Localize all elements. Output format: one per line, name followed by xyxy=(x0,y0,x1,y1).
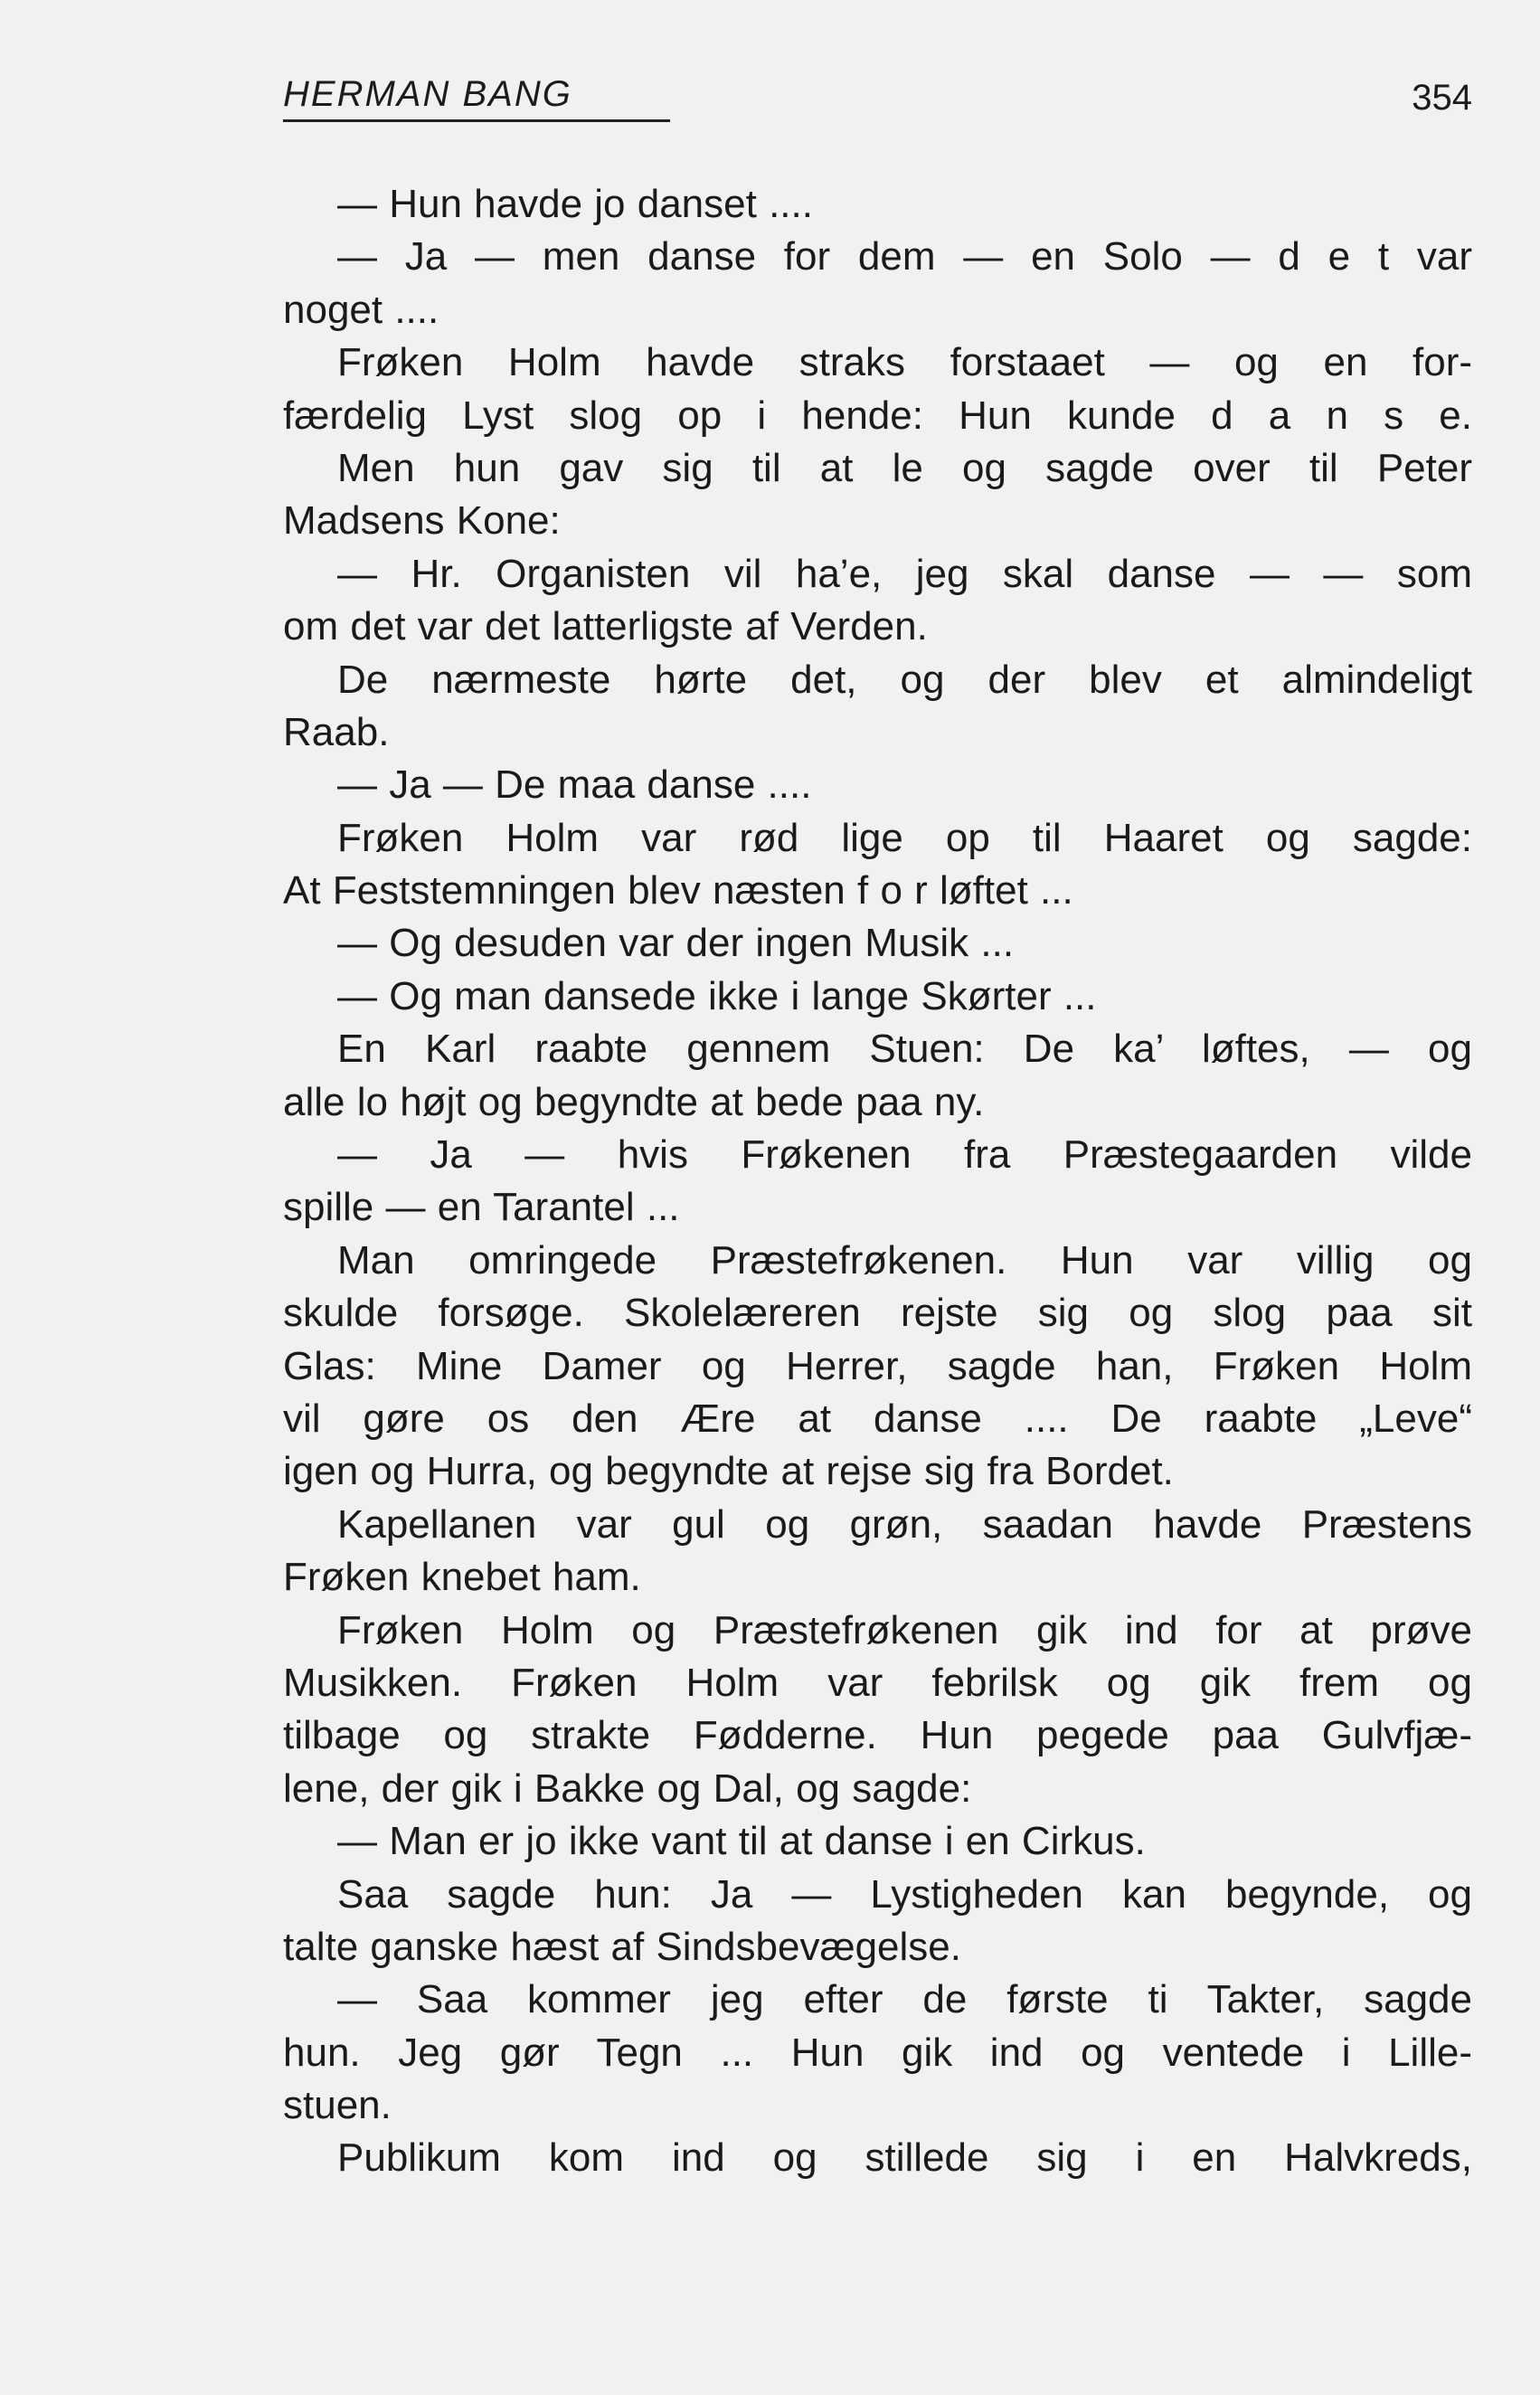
text-line: Frøken knebet ham. xyxy=(283,1555,641,1600)
text-line: færdelig Lyst slog op i hende: Hun kunde d a n s e. xyxy=(283,393,1472,438)
text-line: — Hr. Organisten vil ha’e, jeg skal danse — — som xyxy=(337,551,1472,596)
text-line: Man omringede Præstefrøkenen. Hun var villig og xyxy=(337,1237,1472,1283)
text-line: talte ganske hæst af Sindsbevægelse. xyxy=(283,1924,962,1969)
text-line: — Og man dansede ikke i lange Skørter ... xyxy=(337,973,1097,1018)
text-line: Frøken Holm havde straks forstaaet — og en for- xyxy=(337,340,1472,385)
text-line: Frøken Holm og Præstefrøkenen gik ind for at prøve xyxy=(337,1607,1472,1652)
text-line: Glas: Mine Damer og Herrer, sagde han, Frøken Holm xyxy=(283,1343,1472,1388)
text-line: Men hun gav sig til at le og sagde over til Peter xyxy=(337,445,1472,490)
running-head-rule xyxy=(283,119,670,122)
text-line: At Feststemningen blev næsten f o r løftet ... xyxy=(283,868,1073,914)
text-line: — Ja — hvis Frøkenen fra Præstegaarden vilde xyxy=(337,1132,1472,1178)
text-line: alle lo højt og begyndte at bede paa ny. xyxy=(283,1079,985,1124)
text-line: Raab. xyxy=(283,709,390,754)
text-line: — Ja — De maa danse .... xyxy=(337,762,812,808)
text-line: — Saa kommer jeg efter de første ti Takter, sagde xyxy=(337,1977,1472,2022)
text-line: om det var det latterligste af Verden. xyxy=(283,604,928,649)
text-line: skulde forsøge. Skolelæreren rejste sig og slog paa sit xyxy=(283,1291,1472,1336)
text-line: Publikum kom ind og stillede sig i en Halvkreds, xyxy=(337,2135,1472,2181)
text-line: hun. Jeg gør Tegn ... Hun gik ind og ventede i Lille- xyxy=(283,2030,1472,2075)
text-line: vil gøre os den Ære at danse .... De raabte „Leve“ xyxy=(283,1396,1472,1441)
text-line: — Man er jo ikke vant til at danse i en Cirkus. xyxy=(337,1819,1146,1864)
text-line: Madsens Kone: xyxy=(283,498,561,544)
text-line: lene, der gik i Bakke og Dal, og sagde: xyxy=(283,1765,972,1811)
text-line: — Og desuden var der ingen Musik ... xyxy=(337,921,1015,966)
text-line: igen og Hurra, og begyndte at rejse sig fra Bordet. xyxy=(283,1449,1174,1494)
text-line: Musikken. Frøken Holm var febrilsk og gik frem og xyxy=(283,1660,1472,1705)
text-line: — Ja — men danse for dem — en Solo — d e t var xyxy=(337,234,1472,279)
running-head xyxy=(283,71,1472,125)
text-line: Saa sagde hun: Ja — Lystigheden kan begynde, og xyxy=(337,1871,1472,1917)
text-line: De nærmeste hørte det, og der blev et almindeligt xyxy=(337,657,1472,702)
text-line: — Hun havde jo danset .... xyxy=(337,182,813,226)
body-text xyxy=(283,178,1472,2185)
text-line: En Karl raabte gennem Stuen: De ka’ løftes, — og xyxy=(337,1027,1472,1072)
text-line: spille — en Tarantel ... xyxy=(283,1185,680,1230)
text-line: Frøken Holm var rød lige op til Haaret og sagde: xyxy=(337,815,1472,860)
text-line: Kapellanen var gul og grøn, saadan havde Præstens xyxy=(337,1501,1472,1547)
page-number: 354 xyxy=(1412,78,1472,118)
text-line: noget .... xyxy=(283,287,439,332)
text-line: tilbage og strakte Fødderne. Hun pegede paa Gulvfjæ- xyxy=(283,1713,1472,1758)
text-line: stuen. xyxy=(283,2083,392,2128)
running-head-author: HERMAN BANG xyxy=(283,74,572,114)
